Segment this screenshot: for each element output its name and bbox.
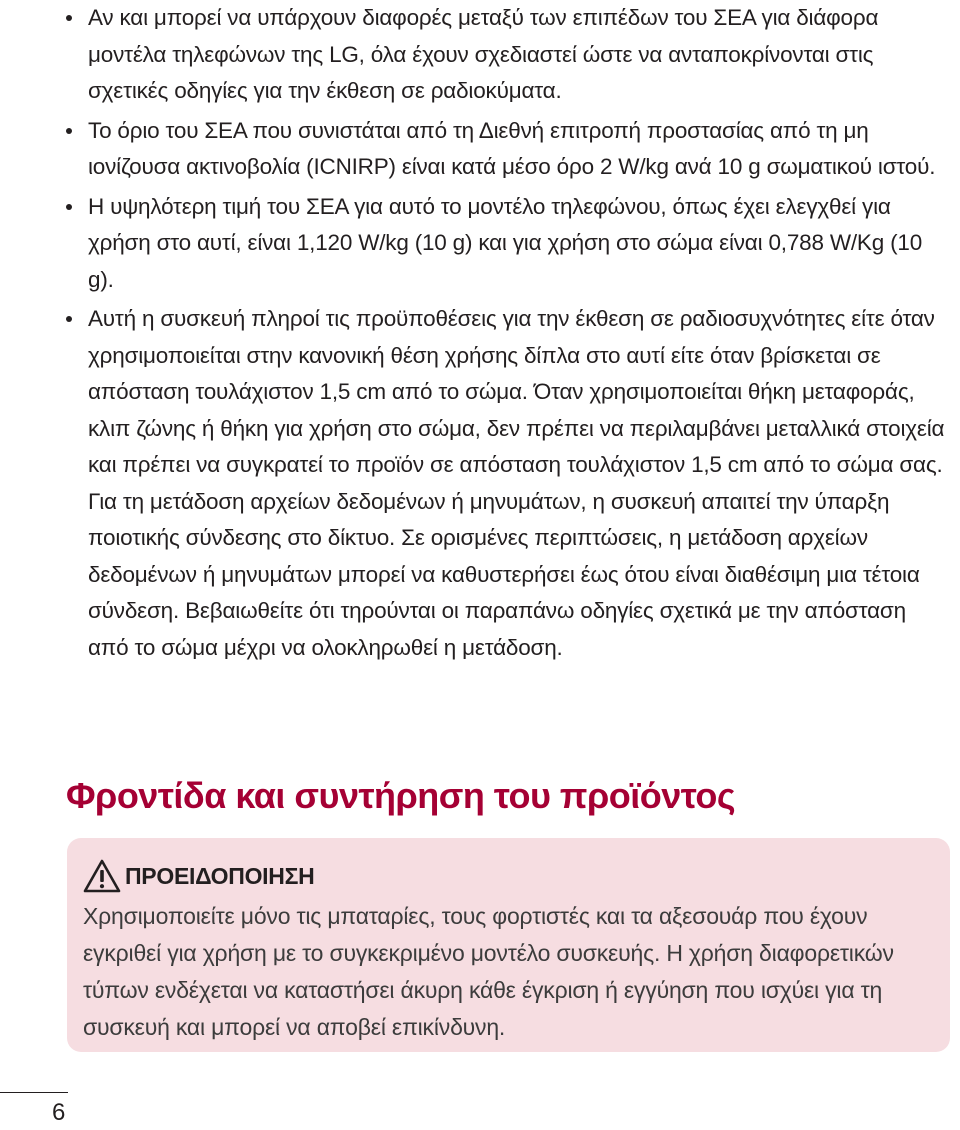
warning-triangle-icon	[83, 859, 121, 893]
footer-divider	[0, 1092, 68, 1093]
sar-bullet-list	[62, 0, 952, 669]
bullet-dot-icon	[66, 204, 72, 210]
warning-header	[83, 858, 928, 894]
warning-title: ΠΡΟΕΙΔΟΠΟΙΗΣΗ	[125, 862, 315, 889]
page-number: 6	[52, 1099, 66, 1126]
list-item	[62, 189, 952, 299]
bullet-text: Αν και μπορεί να υπάρχουν διαφορές μεταξύ των επιπέδων του ΣΕΑ για διάφορα μοντέλα τηλεφώνων της LG, όλα έχουν σχεδιαστεί ώστε να ανταποκρίνονται στις σχετικές οδηγίες για την έκθεση σε ραδιοκύματα.	[88, 5, 879, 103]
bullet-dot-icon	[66, 128, 72, 134]
bullet-text: Το όριο του ΣΕΑ που συνιστάται από τη Διεθνή επιτροπή προστασίας από τη μη ιονίζουσα ακτινοβολία (ICNIRP) είναι κατά μέσο όρο 2 W/kg ανά 10 g σωματικού ιστού.	[88, 117, 936, 179]
warning-box	[67, 838, 950, 1052]
bullet-text: Η υψηλότερη τιμή του ΣΕΑ για αυτό το μοντέλο τηλεφώνου, όπως έχει ελεγχθεί για χρήση στο αυτί, είναι 1,120 W/kg (10 g) και για χρήση στο σώμα είναι 0,788 W/Kg (10 g).	[88, 193, 923, 292]
bullet-dot-icon	[66, 316, 72, 322]
warning-text: Χρησιμοποιείτε μόνο τις μπαταρίες, τους φορτιστές και τα αξεσουάρ που έχουν εγκριθεί για χρήση με το συγκεκριμένο μοντέλο συσκευής. Η χρήση διαφορετικών τύπων ενδέχεται να καταστήσει άκυρη κάθε έγκριση ή εγγύηση που ισχύει για τη συσκευή και μπορεί να αποβεί επικίνδυνη.	[83, 903, 894, 1040]
bullet-dot-icon	[66, 15, 72, 21]
list-item	[62, 0, 952, 110]
list-item	[62, 301, 952, 666]
section-heading: Φροντίδα και συντήρηση του προϊόντος	[66, 775, 736, 816]
list-item	[62, 113, 952, 186]
bullet-text: Αυτή η συσκευή πληροί τις προϋποθέσεις για την έκθεση σε ραδιοσυχνότητες είτε όταν χρησιμοποιείται στην κανονική θέση χρήσης δίπλα στο αυτί είτε όταν βρίσκεται σε απόσταση τουλάχιστον 1,5 cm από το σώμα. Όταν χρησιμοποιείται θήκη μεταφοράς, κλιπ ζώνης ή θήκη για χρήση στο σώμα, δεν πρέπει να περιλαμβάνει μεταλλικά στοιχεία και πρέπει να συγκρατεί το προϊόν σε απόσταση τουλάχιστον 1,5 cm από το σώμα σας. Για τη μετάδοση αρχείων δεδομένων ή μηνυμάτων, η συσκευή απαιτεί την ύπαρξη ποιοτικής σύνδεσης στο δίκτυο. Σε ορισμένες περιπτώσεις, η μετάδοση αρχείων δεδομένων ή μηνυμάτων μπορεί να καθυστερήσει έως ότου είναι διαθέσιμη μια τέτοια σύνδεση. Βεβαιωθείτε ότι τηρούνται οι παραπάνω οδηγίες σχετικά με την απόσταση από το σώμα μέχρι να ολοκληρωθεί η μετάδοση.	[88, 306, 945, 660]
